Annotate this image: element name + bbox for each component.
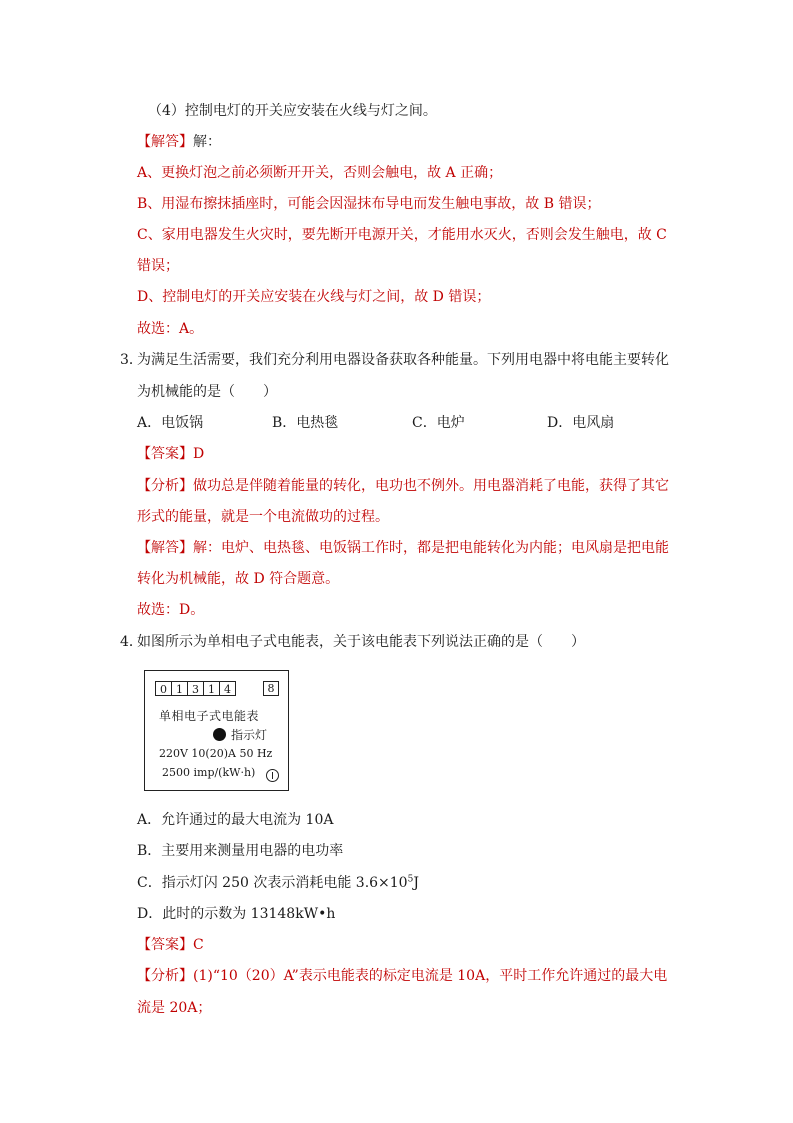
meter-digit: 4 [219,681,236,696]
analysis-line: 流是 20A； [137,1000,212,1016]
question-stem: 为机械能的是（ ） [137,384,277,400]
answer-line [137,935,204,955]
solution-text: 解：电炉、电热毯、电饭锅工作时，都是把电能转化为内能；电风扇是把电能 [193,540,669,556]
option-d: D．电风扇 [547,415,615,431]
text-line: A、更换灯泡之前必须断开开关，否则会触电，故 A 正确； [137,165,503,181]
meter-digits [155,681,235,696]
meter-indicator [213,726,267,743]
meter-digit: 0 [155,681,172,696]
option-c [137,873,419,893]
meter-decimal-digit: 8 [263,681,279,696]
answer-tag: 【答案】 [137,937,193,953]
text-line: 错误； [137,258,179,274]
meter-symbol-icon [266,769,279,782]
question-stem: 为满足生活需要，我们充分利用电器设备获取各种能量。下列用电器中将电能主要转化 [137,352,669,368]
choice-line: 故选：D。 [137,602,205,618]
option-c-exponent: 5 [407,874,414,885]
analysis-line [137,966,667,986]
question-number: 3． [120,352,143,368]
solution-heading [137,132,221,152]
solution-tag: 【解答】 [137,134,193,150]
analysis-text: 做功总是伴随着能量的转化，电功也不例外。用电器消耗了电能，获得了其它 [193,478,669,494]
indicator-light-icon [213,728,226,741]
option-a: A．允许通过的最大电流为 10A [137,812,334,828]
analysis-tag: 【分析】 [137,478,193,494]
option-d: D．此时的示数为 13148kW•h [137,906,336,922]
question-number: 4． [120,634,143,650]
analysis-line: 形式的能量，就是一个电流做功的过程。 [137,509,389,525]
answer-tag: 【答案】 [137,446,193,462]
text-line: （4）控制电灯的开关应安装在火线与灯之间。 [148,103,437,119]
energy-meter-figure [144,670,289,791]
solution-line: 转化为机械能，故 D 符合题意。 [137,571,340,587]
option-b: B．主要用来测量用电器的电功率 [137,843,344,859]
option-c-unit: J [413,875,419,891]
text-line: D、控制电灯的开关应安装在火线与灯之间，故 D 错误； [137,289,491,305]
option-c: C．电炉 [412,415,465,431]
text-line: 故选：A。 [137,321,204,337]
solution-line [137,538,669,558]
option-c-text: C．指示灯闪 250 次表示消耗电能 3.6×10 [137,875,408,891]
option-a: A．电饭锅 [137,415,204,431]
answer-value: C [193,937,204,953]
text-line: B、用湿布擦抹插座时，可能会因湿抹布导电而发生触电事故，故 B 错误； [137,196,601,212]
answer-value: D [193,446,205,462]
meter-spec: 220V 10(20)A 50 Hz [159,747,273,760]
meter-digit: 1 [203,681,220,696]
analysis-text: (1)“10（20）A”表示电能表的标定电流是 10A，平时工作允许通过的最大电 [193,968,668,984]
meter-title: 单相电子式电能表 [159,709,260,723]
meter-imp: 2500 imp/(kW·h) [162,766,256,779]
meter-digit: 3 [187,681,204,696]
indicator-label: 指示灯 [231,728,268,742]
meter-digit: 1 [171,681,188,696]
analysis-line [137,476,669,496]
analysis-tag: 【分析】 [137,968,193,984]
solution-intro: 解： [193,134,221,150]
option-b: B．电热毯 [272,415,339,431]
answer-line [137,444,204,464]
text-line: C、家用电器发生火灾时，要先断开电源开关，才能用水灭火，否则会发生触电，故 C [137,227,667,243]
question-stem: 如图所示为单相电子式电能表，关于该电能表下列说法正确的是（ ） [137,634,585,650]
solution-tag: 【解答】 [137,540,193,556]
